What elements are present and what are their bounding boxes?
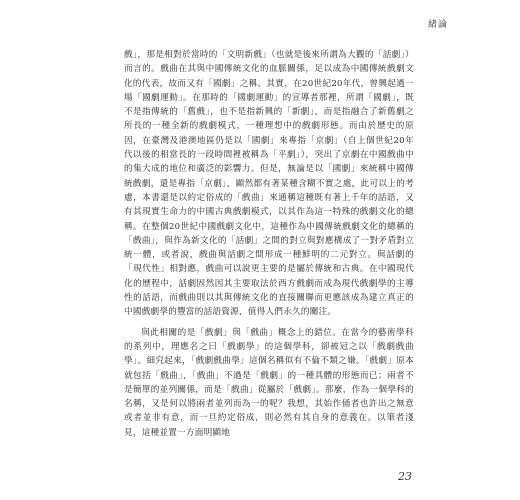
paragraph: 戲」，那是相對於當時的「文明新戲」（也就是後來所謂為大觀的「話劇」）而言的。戲曲在其與中國傳統文化的血脈關係，足以成為中國傳統戲劇文化的代表，故而又有「國劇」之稱。其實，在20世紀20年代，曾興起過一場「國劇運動」。在那時的「國劇運動」的宣導者那裡，所謂「國劇」，既不是指傳統的「舊戲」，也不是指新興的「新劇」，而是指融合了新舊劇之所長的一種全新的戲劇模式，一種理想中的戲劇形態。而由於歷史的原因，在臺灣及港澳地區仍是以「國劇」來專指「京劇」（自上個世紀20年代以後的相當長的一段時間裡被稱為「平劇」），突出了京劇在中國戲曲中的集大成的地位和廣泛的影響力。但是，無論是以「國劇」來統稱中國傳統戲劇，還是專指「京劇」，顯然都有著某種含糊不實之處，此可以上的考慮，本書還是以約定俗成的「戲曲」來通稱這種既有著上千年的話語，又有其現實生命力的中國古典戲劇模式，以其作為這一特殊的戲劇文化的總稱。在整個20世紀中國戲劇文化中，這種作為中國傳統戲劇文化的總稱的「戲曲」，與作為新文化的「話劇」之間的對立與對應構成了一對矛盾對立統一體，或者說，戲曲與話劇之間形成一種鮮明的二元對立。與話劇的「現代性」相對應，戲曲可以說更主要的是屬於傳統和古典。在中國現代化的歷程中，話劇固然因其主要取法於西方戲劇而成為現代戲劇學的主導性的話語，而戲曲則以其與傳統文化的直接關聯而更應該成為建立真正的中國戲劇學的豐富的話語資源，值得人們永久的關注。 bbox=[124, 50, 414, 318]
running-header: 緒論 bbox=[427, 20, 448, 30]
paragraph: 與此相關的是「戲劇」與「戲曲」概念上的錯位。在當今的藝術學科的系列中，理應名之曰「戲劇學」的這個學科，卻被冠之以「戲劇戲曲學」。細究起來，「戲劇戲曲學」這個名稱似有不倫不類之嫌。「戲劇」原本就包括「戲曲」，「戲曲」不過是「戲劇」的一種具體的形態而已；兩者不是簡單的並列關係，而是「戲曲」從屬於「戲劇」。那麼，作為一個學科的名稱，又是何以將兩者並列而為一的呢？我想，其始作俑者也許出之無意或者並非有意，而一旦約定俗成，則必然有其自身的意義在。以筆者淺見，這種並置一方面明顯地 bbox=[124, 327, 414, 438]
body-text bbox=[124, 48, 414, 446]
page-number: 23 bbox=[398, 470, 412, 483]
